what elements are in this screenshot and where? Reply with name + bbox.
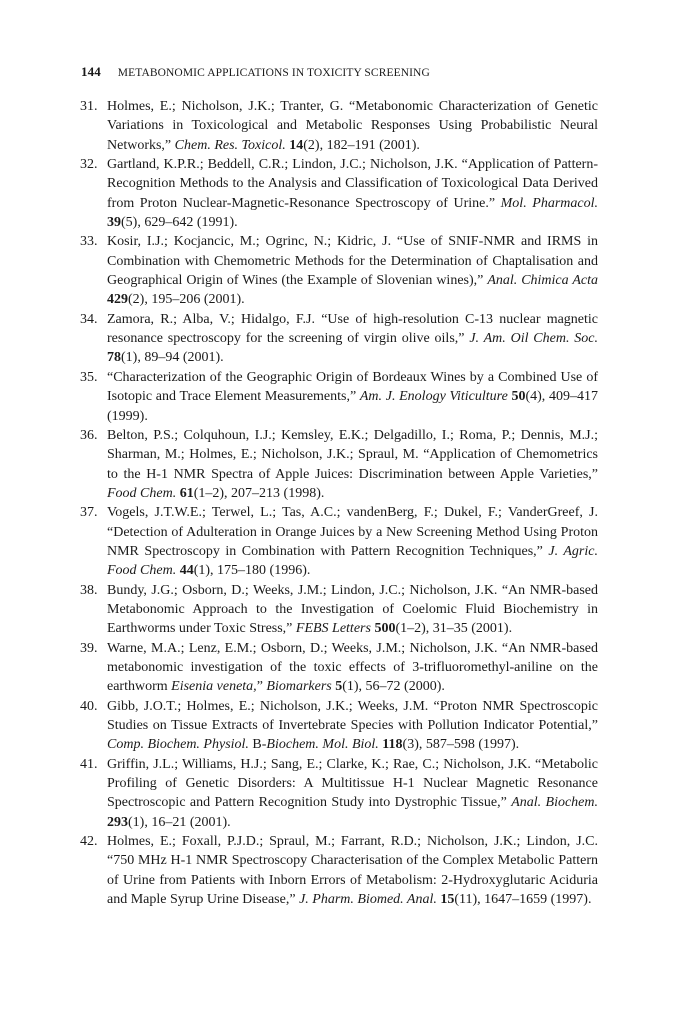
reference-item (80, 232, 598, 309)
reference-journal: Am. J. Enology Viticulture (359, 389, 508, 405)
reference-volume: 61 (179, 485, 194, 501)
reference-pages: (11), 1647–1659 (1997). (454, 892, 592, 908)
reference-number: 36. (80, 427, 98, 443)
reference-journal: Mol. Pharmacol. (500, 195, 598, 211)
reference-journal: Anal. Chimica Acta (487, 273, 598, 289)
reference-journal: J. Pharm. Biomed. Anal. (299, 892, 437, 908)
reference-authors: Bundy, J.G.; Osborn, D.; Weeks, J.M.; Lindon, J.C.; Nicholson, J.K. (107, 582, 502, 598)
reference-number: 40. (80, 698, 98, 714)
reference-pages: (2), 182–191 (2001). (303, 137, 420, 153)
reference-volume: 78 (107, 350, 121, 366)
reference-pages: (2), 195–206 (2001). (128, 292, 245, 308)
page-number: 144 (81, 64, 101, 79)
reference-number: 41. (80, 756, 98, 772)
reference-authors: Kosir, I.J.; Kocjancic, M.; Ogrinc, N.; Kidric, J. (107, 234, 397, 250)
running-title: METABONOMIC APPLICATIONS IN TOXICITY SCREENING (117, 67, 430, 79)
reference-authors: Vogels, J.T.W.E.; Terwel, L.; Tas, A.C.; vandenBerg, F.; Dukel, F.; VanderGreef, J. (107, 505, 598, 521)
reference-journal-section: B- (248, 737, 267, 753)
reference-title: “Application of Pattern-Recognition Methods to the Analysis and Classification of Toxicological Data Derived from Proton Nuclear-Magnetic-Resonance Spectroscopy of Urine.” (107, 157, 598, 211)
reference-title: “Characterization of the Geographic Origin of Bordeaux Wines by a Combined Use of Isotopic and Trace Element Measurements,” (107, 369, 598, 405)
reference-pages: (1), 16–21 (2001). (128, 814, 231, 830)
reference-volume: 429 (107, 292, 128, 308)
reference-item (80, 97, 598, 155)
reference-pages: (4), 409–417 (1999). (107, 389, 598, 424)
reference-volume: 14 (289, 137, 304, 153)
reference-number: 37. (80, 505, 98, 521)
reference-volume: 50 (511, 389, 526, 405)
reference-volume: 39 (107, 215, 121, 231)
reference-number: 32. (80, 157, 98, 173)
reference-list (80, 97, 598, 909)
reference-pages: (3), 587–598 (1997). (402, 737, 520, 753)
reference-volume: 44 (179, 563, 194, 579)
reference-journal: Biomarkers (266, 679, 332, 695)
reference-title: “Metabonomic Characterization of Genetic Variations in Toxicological and Metabolic Responses Using Probabilistic Neural Networks,” (107, 99, 598, 153)
reference-number: 33. (80, 234, 98, 250)
reference-journal: Food Chem. (107, 485, 177, 501)
reference-journal: J. Am. Oil Chem. Soc. (469, 331, 598, 347)
reference-journal: Anal. Biochem. (511, 795, 599, 811)
reference-title: “750 MHz H-1 NMR Spectroscopy Characterisation of the Complex Metabolic Pattern of Urine from Patients with Inborn Errors of Metabolism: 2-Hydroxyglutaric Aciduria and Maple Syrup Urine Disease,” (107, 853, 598, 908)
reference-journal: Comp. Biochem. Physiol. (107, 737, 249, 753)
reference-pages: (1), 175–180 (1996). (193, 563, 311, 579)
reference-item (80, 503, 598, 580)
reference-volume: 15 (440, 892, 455, 908)
reference-pages: (1), 56–72 (2000). (342, 679, 445, 695)
reference-item (80, 581, 598, 639)
reference-authors: Gartland, K.P.R.; Beddell, C.R.; Lindon, J.C.; Nicholson, J.K. (107, 157, 462, 173)
reference-volume: 293 (107, 814, 128, 830)
reference-pages: (1), 89–94 (2001). (121, 350, 224, 366)
page-header (81, 64, 601, 80)
reference-authors: Belton, P.S.; Colquhoun, I.J.; Kemsley, E.K.; Delgadillo, I.; Roma, P.; Dennis, M.J.; Sharman, M.; Holmes, E.; Nicholson, J.K.; Spraul, M. (107, 427, 598, 463)
reference-number: 34. (80, 311, 98, 327)
reference-item (80, 155, 598, 232)
reference-item (80, 310, 598, 368)
reference-title: “An NMR-based metabonomic investigation of the toxic effects of 3-trifluoromethyl-aniline on the earthworm (107, 640, 598, 695)
reference-item (80, 755, 598, 832)
reference-number: 42. (80, 834, 98, 850)
reference-pages: (1–2), 31–35 (2001). (395, 621, 513, 637)
reference-title-species: Eisenia veneta, (171, 679, 257, 695)
reference-authors: Griffin, J.L.; Williams, H.J.; Sang, E.; Clarke, K.; Rae, C.; Nicholson, J.K. (107, 756, 536, 772)
reference-authors: Warne, M.A.; Lenz, E.M.; Osborn, D.; Weeks, J.M.; Nicholson, J.K. (107, 640, 502, 656)
reference-journal-subtitle: Biochem. Mol. Biol. (266, 737, 379, 753)
reference-title-close: ” (256, 679, 267, 695)
reference-item (80, 639, 598, 697)
reference-item (80, 697, 598, 755)
reference-item (80, 368, 598, 426)
reference-journal: Chem. Res. Toxicol. (174, 137, 286, 153)
reference-title: “Proton NMR Spectroscopic Studies on Tissue Extracts of Invertebrate Species with Pollution Indicator Potential,” (107, 698, 598, 733)
reference-volume: 5 (335, 679, 343, 695)
reference-journal: J. Agric. Food Chem. (107, 543, 598, 579)
reference-authors: Holmes, E.; Foxall, P.J.D.; Spraul, M.; Farrant, R.D.; Nicholson, J.K.; Lindon, J.C. (107, 834, 598, 850)
reference-volume: 118 (382, 737, 403, 753)
reference-title: “Detection of Adulteration in Orange Juices by a New Screening Method Using Proton NMR Spectroscopy in Combination with Pattern Recognition Techniques,” (107, 524, 598, 559)
reference-pages: (5), 629–642 (1991). (121, 215, 238, 231)
reference-authors: Holmes, E.; Nicholson, J.K.; Tranter, G. (107, 99, 350, 114)
reference-number: 38. (80, 582, 98, 598)
reference-authors: Zamora, R.; Alba, V.; Hidalgo, F.J. (107, 311, 322, 327)
reference-pages: (1–2), 207–213 (1998). (193, 485, 325, 501)
reference-title: “Use of SNIF-NMR and IRMS in Combination with Chemometric Methods for the Determination of Chaptalisation and Geographical Origin of Wines (the Example of Slovenian wines),” (107, 234, 598, 289)
reference-title: “Metabolic Profiling of Genetic Disorders: A Multitissue H-1 Nuclear Magnetic Resonance Spectroscopic and Pattern Recognition Study into Dystrophic Tissue,” (107, 756, 598, 811)
reference-number: 39. (80, 640, 98, 656)
reference-title: “Application of Chemometrics to the H-1 NMR Spectra of Apple Juices: Discrimination between Apple Varieties,” (107, 447, 598, 482)
reference-title: “Use of high-resolution C-13 nuclear magnetic resonance spectroscopy for the screening of virgin olive oils,” (107, 311, 599, 347)
reference-number: 31. (80, 99, 98, 114)
reference-volume: 500 (374, 621, 396, 637)
reference-journal: FEBS Letters (295, 621, 371, 637)
reference-number: 35. (80, 369, 98, 385)
reference-item (80, 426, 598, 503)
reference-item (80, 832, 598, 909)
reference-title: “An NMR-based Metabonomic Approach to the Investigation of Coelomic Fluid Biochemistry in Earthworms under Toxic Stress,” (107, 582, 599, 637)
reference-authors: Gibb, J.O.T.; Holmes, E.; Nicholson, J.K.; Weeks, J.M. (107, 698, 434, 714)
